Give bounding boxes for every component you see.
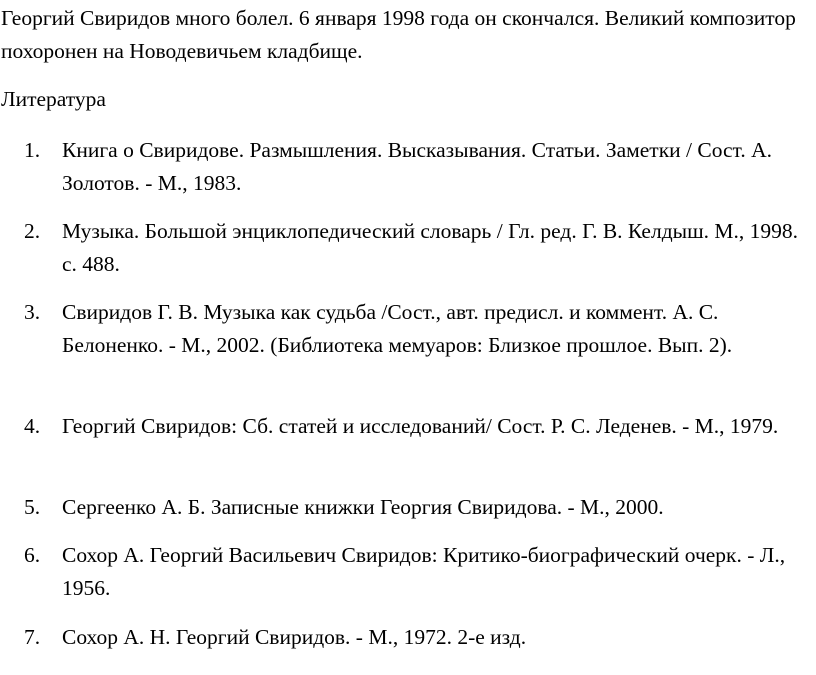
reference-number: 4. (24, 414, 41, 438)
reference-number: 6. (24, 543, 41, 567)
reference-number: 3. (24, 300, 41, 324)
reference-text: Сохор А. Георгий Васильевич Свиридов: Критико-биографический очерк. - Л., 1956. (62, 543, 786, 600)
reference-text: Музыка. Большой энциклопедический словарь / Гл. ред. Г. В. Келдыш. М., 1998. с. 488. (62, 219, 799, 276)
reference-number: 5. (24, 495, 41, 519)
reference-text: Свиридов Г. В. Музыка как судьба /Сост., авт. предисл. и коммент. А. С. Белоненко. - М., 2002. (Библиотека мемуаров: Близкое прошлое. Вып. 2). (62, 300, 733, 357)
intro-paragraph: Георгий Свиридов много болел. 6 января 1998 года он скончался. Великий композитор похоронен на Новодевичьем кладбище. (1, 6, 796, 63)
references-heading: Литература (1, 87, 106, 111)
reference-number: 1. (24, 138, 41, 162)
reference-number: 2. (24, 219, 41, 243)
reference-number: 7. (24, 625, 41, 649)
reference-text: Сергеенко А. Б. Записные книжки Георгия Свиридова. - М., 2000. (62, 495, 664, 519)
reference-text: Георгий Свиридов: Сб. статей и исследований/ Сост. Р. С. Леденев. - М., 1979. (62, 414, 779, 438)
reference-text: Книга о Свиридове. Размышления. Высказывания. Статьи. Заметки / Сост. А. Золотов. - М., 1983. (62, 138, 772, 195)
reference-text: Сохор А. Н. Георгий Свиридов. - М., 1972. 2-е изд. (62, 625, 527, 649)
